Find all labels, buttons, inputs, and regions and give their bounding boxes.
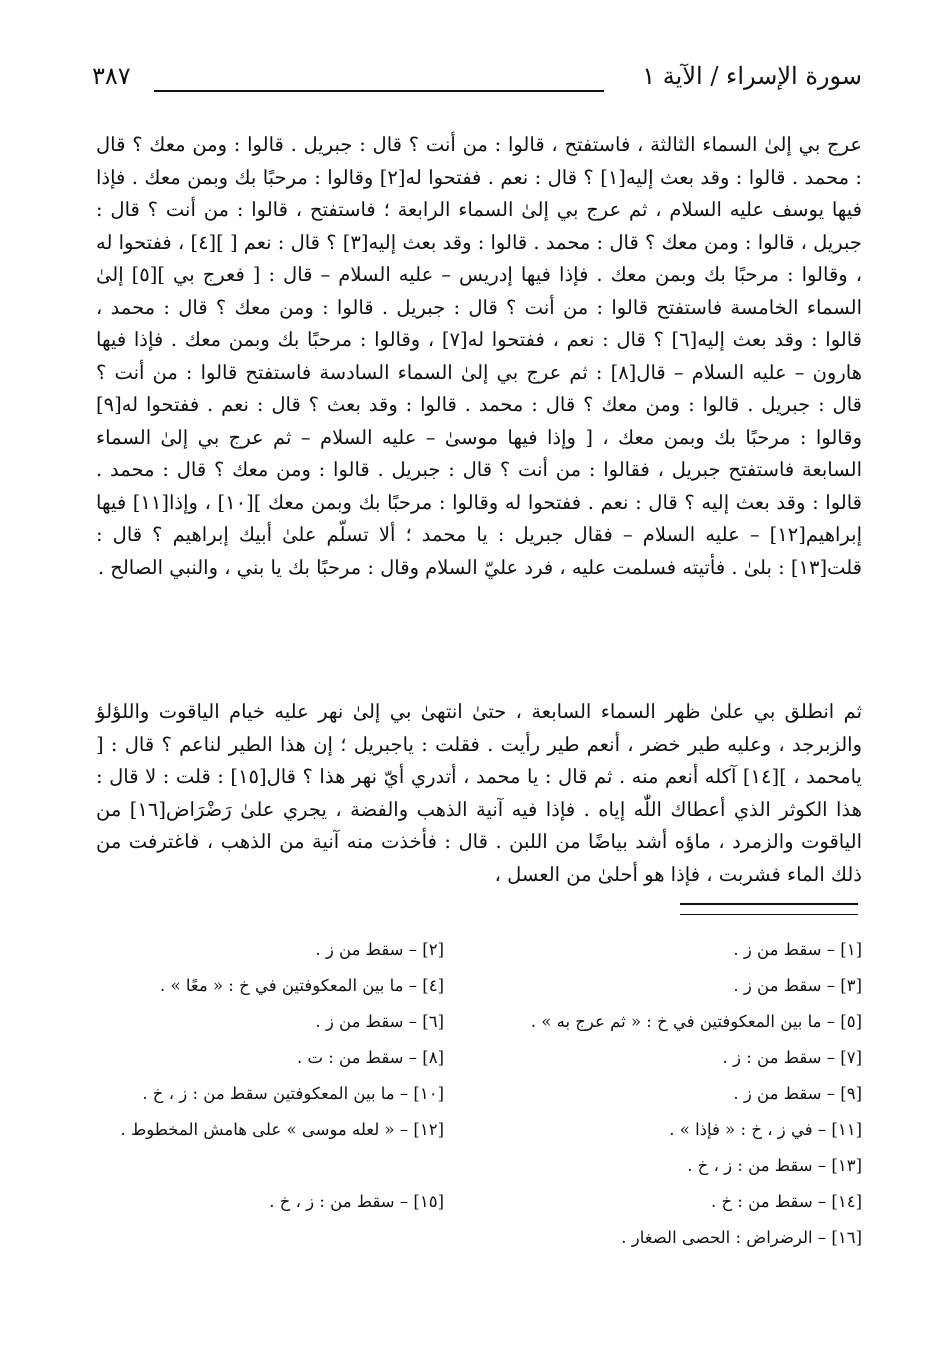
page-number: ٣٨٧: [92, 62, 131, 90]
footnote: [96, 1220, 444, 1256]
header-rule: [154, 90, 604, 92]
footnote-separator: [680, 903, 858, 905]
footnote: [٣] – سقط من ز .: [733, 976, 862, 995]
body-paragraph-1: عرج بي إلىٰ السماء الثالثة ، فاستفتح ، قالوا : من أنت ؟ قال : جبريل . قالوا : ومن معك ؟ قال : محمد . قالوا : وقد بعث إليه[١] ؟ قال : نعم . ففتحوا له[٢] وقالوا : مرحبًا بك وبمن معك . فإذا فيها يوسف عليه السلام ، ثم عرج بي إلىٰ السماء الرابعة ؛ فاستفتح ، قالوا : من أنت ؟ قال : جبريل ، قالوا : ومن معك ؟ قال : محمد . قالوا : وقد بعث إليه[٣] ؟ قال : نعم [ ][٤] ، ففتحوا له ، وقالوا : مرحبًا بك وبمن معك . فإذا فيها إدريس – عليه السلام – قال : [ فعرج بي ][٥] إلىٰ السماء الخامسة فاستفتح قالوا : من أنت ؟ قال : جبريل . قالوا : ومن معك ؟ قال : محمد ، قالوا : وقد بعث إليه[٦] ؟ قال : نعم ، ففتحوا له[٧] ، وقالوا : مرحبًا بك وبمن معك . فإذا فيها هارون – عليه السلام – قال[٨] : ثم عرج بي إلىٰ السماء السادسة فاستفتح قالوا : من أنت ؟ قال : جبريل . قالوا : ومن معك ؟ قال : محمد . قالوا : وقد بعث ؟ قال : نعم . ففتحوا له[٩] وقالوا : مرحبًا بك وبمن معك ، [ وإذا فيها موسىٰ – عليه السلام – ثم عرج بي إلىٰ السماء السابعة فاستفتح جبريل ، فقالوا : من أنت ؟ قال : جبريل . قالوا : ومن معك ؟ قال : محمد . قالوا : وقد بعث إليه ؟ قال : نعم . ففتحوا له وقالوا : مرحبًا بك وبمن معك ][١٠] ، وإذا[١١] فيها إبراهيم[١٢] – عليه السلام – فقال جبريل : يا محمد ؛ ألا تسلّم علىٰ أبيك إبراهيم ؟ قال : قلت[١٣] : بلىٰ . فأتيته فسلمت عليه ، فرد عليّ السلام وقال : مرحبًا بك يا بني ، والنبي الصالح .: [96, 133, 863, 579]
footnote-row: [96, 1148, 862, 1184]
footnote: [٦] – سقط من ز .: [315, 1012, 444, 1031]
surah-title: سورة الإسراء / الآية ١: [642, 62, 862, 90]
footnote: [٤] – ما بين المعكوفتين في خ : « معًا » .: [160, 976, 444, 995]
footnote: [١١] – في ز ، خ : « فإذا » .: [669, 1120, 862, 1139]
footnote-row: [96, 1076, 862, 1112]
footnote: [١٣] – سقط من : ز ، خ .: [687, 1156, 862, 1175]
running-header: [92, 62, 862, 98]
footnote: [96, 1148, 444, 1184]
footnote-row: [96, 1184, 862, 1220]
footnote: [١٠] – ما بين المعكوفتين سقط من : ز ، خ .: [142, 1084, 444, 1103]
footnote: [٧] – سقط من : ز .: [722, 1048, 862, 1067]
footnote-row: [96, 932, 862, 968]
body-paragraph-2: ثم انطلق بي علىٰ ظهر السماء السابعة ، حتىٰ انتهىٰ بي إلىٰ نهر عليه خيام الياقوت واللؤلؤ والزبرجد ، وعليه طير خضر ، أنعم طير رأيت . فقلت : ياجبريل ؛ إن هذا الطير لناعم ؟ قال : [ يامحمد ، ][١٤] آكله أنعم منه . ثم قال : يا محمد ، أتدري أيّ نهر هذا ؟ قال[١٥] : قلت : لا قال : هذا الكوثر الذي أعطاك اللّٰه إياه . فإذا فيه آنية الذهب والفضة ، يجري علىٰ رَضْرَاض[١٦] من الياقوت والزمرد ، ماؤه أشد بياضًا من اللبن . قال : فأخذت منه آنية من الذهب ، فاغترفت من ذلك الماء فشربت ، فإذا هو أحلىٰ من العسل ،: [96, 700, 862, 886]
footnote: [٢] – سقط من ز .: [315, 940, 444, 959]
footnote: [٨] – سقط من : ت .: [296, 1048, 444, 1067]
footnote: [٩] – سقط من ز .: [733, 1084, 862, 1103]
footnote: [٥] – ما بين المعكوفتين في خ : « ثم عرج به » .: [530, 1012, 862, 1031]
footnote-row: [96, 1040, 862, 1076]
footnote: [١٢] – « لعله موسى » على هامش المخطوط .: [120, 1120, 444, 1139]
footnote: [١٥] – سقط من : ز ، خ .: [269, 1192, 444, 1211]
footnote: [١] – سقط من ز .: [733, 940, 862, 959]
footnote-separator-thin: [680, 914, 858, 915]
footnote-row: [96, 1220, 862, 1256]
footnote-row: [96, 1112, 862, 1148]
footnote: [١٦] – الرضراض : الحصى الصغار .: [621, 1228, 862, 1247]
footnote-row: [96, 1004, 862, 1040]
footnote: [١٤] – سقط من : خ .: [710, 1192, 862, 1211]
footnote-row: [96, 968, 862, 1004]
footnotes: [96, 932, 862, 1256]
